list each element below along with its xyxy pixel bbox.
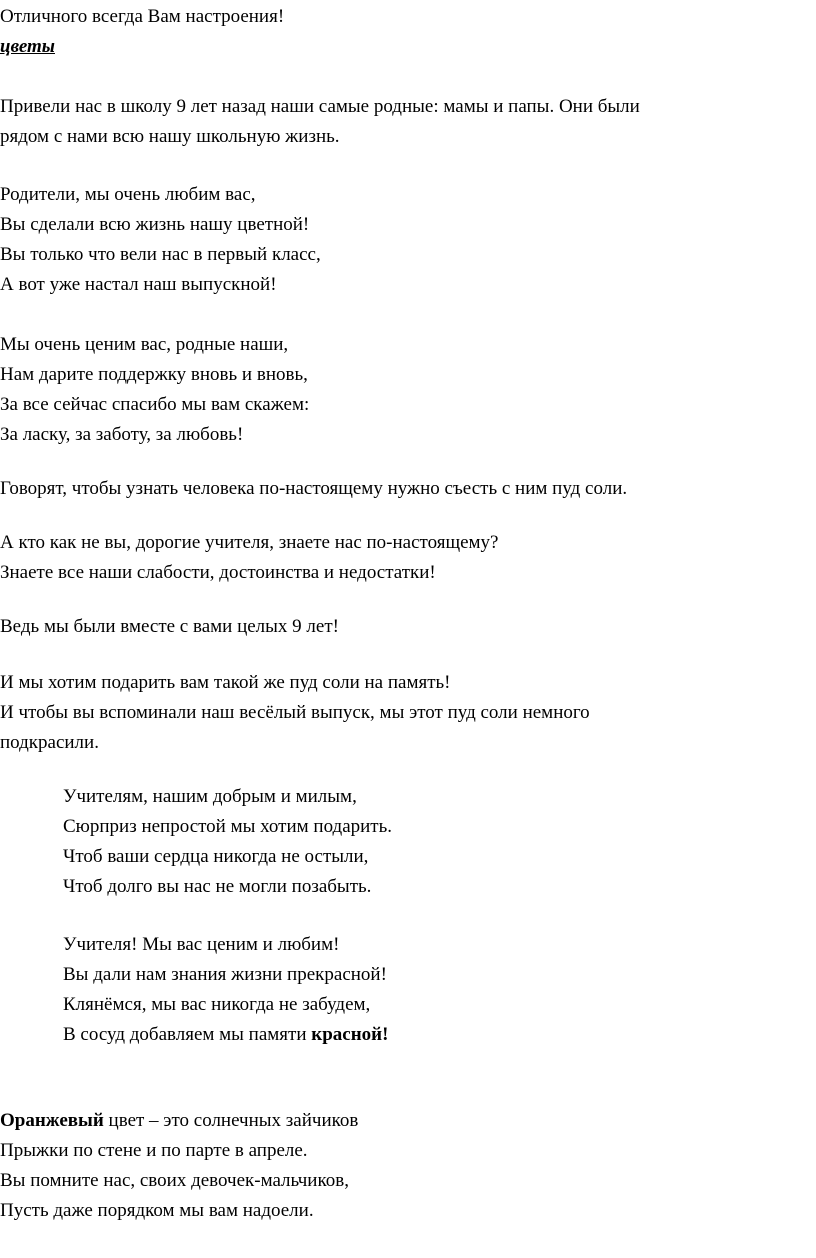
- section-label: цветы: [0, 36, 55, 57]
- poem-parents-stanza-1: Родители, мы очень любим вас, Вы сделали всю жизнь нашу цветной! Вы только что вели нас в первый класс, А вот уже настал наш выпускной!: [0, 184, 321, 295]
- teachers-question-paragraph: А кто как не вы, дорогие учителя, знаете нас по-настоящему? Знаете все наши слабости, достоинства и недостатки!: [0, 532, 499, 583]
- poem-teachers-last-line: В сосуд добавляем мы памяти красной!: [63, 1024, 389, 1045]
- poem-orange-stanza: Оранжевый цвет – это солнечных зайчиков Прыжки по стене и по парте в апреле. Вы помните нас, своих девочек-мальчиков, Пусть даже порядком мы вам надоели.: [0, 1106, 358, 1226]
- orange-color-word: Оранжевый: [0, 1110, 104, 1131]
- poem-orange-first-line: Оранжевый цвет – это солнечных зайчиков: [0, 1110, 359, 1131]
- poem-teachers-stanza-2: Учителя! Мы вас ценим и любим! Вы дали нам знания жизни прекрасной! Клянёмся, мы вас никогда не забудем, В сосуд добавляем мы памяти красной!: [63, 930, 388, 1050]
- red-color-word: красной!: [311, 1024, 389, 1045]
- poem-teachers-stanza-1: Учителям, нашим добрым и милым, Сюрприз непростой мы хотим подарить. Чтоб ваши сердца никогда не остыли, Чтоб долго вы нас не могли позабыть.: [63, 786, 393, 897]
- poem-parents-stanza-2: Мы очень ценим вас, родные наши, Нам дарите поддержку вновь и вновь, За все сейчас спасибо мы вам скажем: За ласку, за заботу, за любовь!: [0, 334, 310, 445]
- greeting-text: Отличного всегда Вам настроения!: [0, 6, 285, 27]
- gift-paragraph: И мы хотим подарить вам такой же пуд соли на память! И чтобы вы вспоминали наш весёлый выпуск, мы этот пуд соли немного подкрасили.: [0, 672, 590, 753]
- intro-paragraph: Привели нас в школу 9 лет назад наши самые родные: мамы и папы. Они были рядом с нами всю нашу школьную жизнь.: [0, 96, 640, 147]
- nine-years-paragraph: Ведь мы были вместе с вами целых 9 лет!: [0, 616, 339, 637]
- saying-paragraph: Говорят, чтобы узнать человека по-настоящему нужно съесть с ним пуд соли.: [0, 478, 628, 499]
